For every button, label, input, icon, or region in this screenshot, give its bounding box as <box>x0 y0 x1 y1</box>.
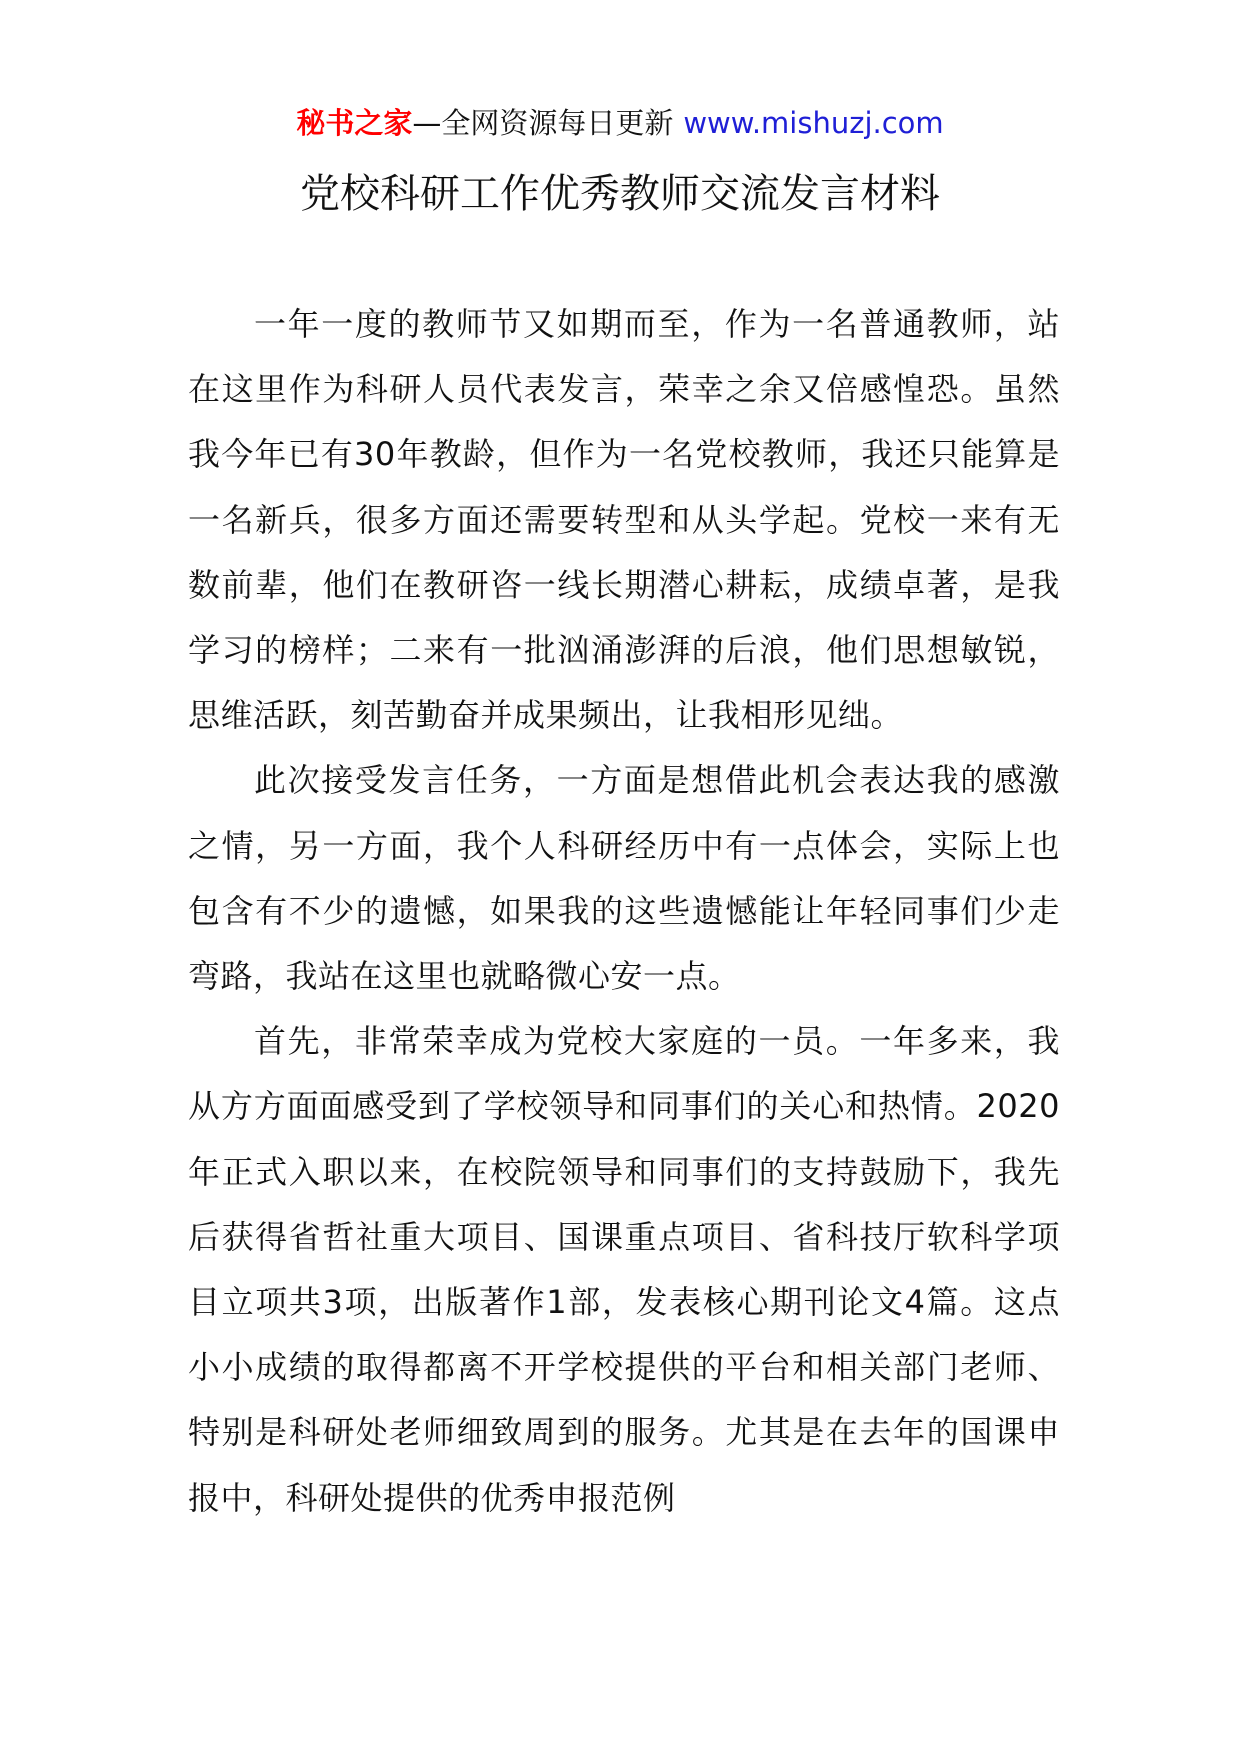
header-slogan: —全网资源每日更新 <box>412 106 674 140</box>
site-header <box>0 103 1240 143</box>
paragraph-1: 一年一度的教师节又如期而至，作为一名普通教师，站在这里作为科研人员代表发言，荣幸之余又倍感惶恐。虽然我今年已有30年教龄，但作为一名党校教师，我还只能算是一名新兵，很多方面还需要转型和从头学起。党校一来有无数前辈，他们在教研咨一线长期潜心耕耘，成绩卓著，是我学习的榜样；二来有一批汹涌澎湃的后浪，他们思想敏锐，思维活跃，刻苦勤奋并成果频出，让我相形见绌。 <box>188 305 1060 735</box>
paragraph-2: 此次接受发言任务，一方面是想借此机会表达我的感激之情，另一方面，我个人科研经历中有一点体会，实际上也包含有不少的遗憾，如果我的这些遗憾能让年轻同事们少走弯路，我站在这里也就略微心安一点。 <box>188 761 1060 996</box>
document-title: 党校科研工作优秀教师交流发言材料 <box>300 171 940 217</box>
site-url-link[interactable]: www.mishuzj.com <box>683 106 944 140</box>
paragraph-3: 首先，非常荣幸成为党校大家庭的一员。一年多来，我从方方面面感受到了学校领导和同事们的关心和热情。2020年正式入职以来，在校院领导和同事们的支持鼓励下，我先后获得省哲社重大项目、国课重点项目、省科技厅软科学项目立项共3项，出版著作1部，发表核心期刊论文4篇。这点小小成绩的取得都离不开学校提供的平台和相关部门老师、特别是科研处老师细致周到的服务。尤其是在去年的国课申报中，科研处提供的优秀申报范例 <box>188 1022 1060 1517</box>
brand-name: 秘书之家 <box>296 106 413 140</box>
document-body <box>188 292 1060 1531</box>
